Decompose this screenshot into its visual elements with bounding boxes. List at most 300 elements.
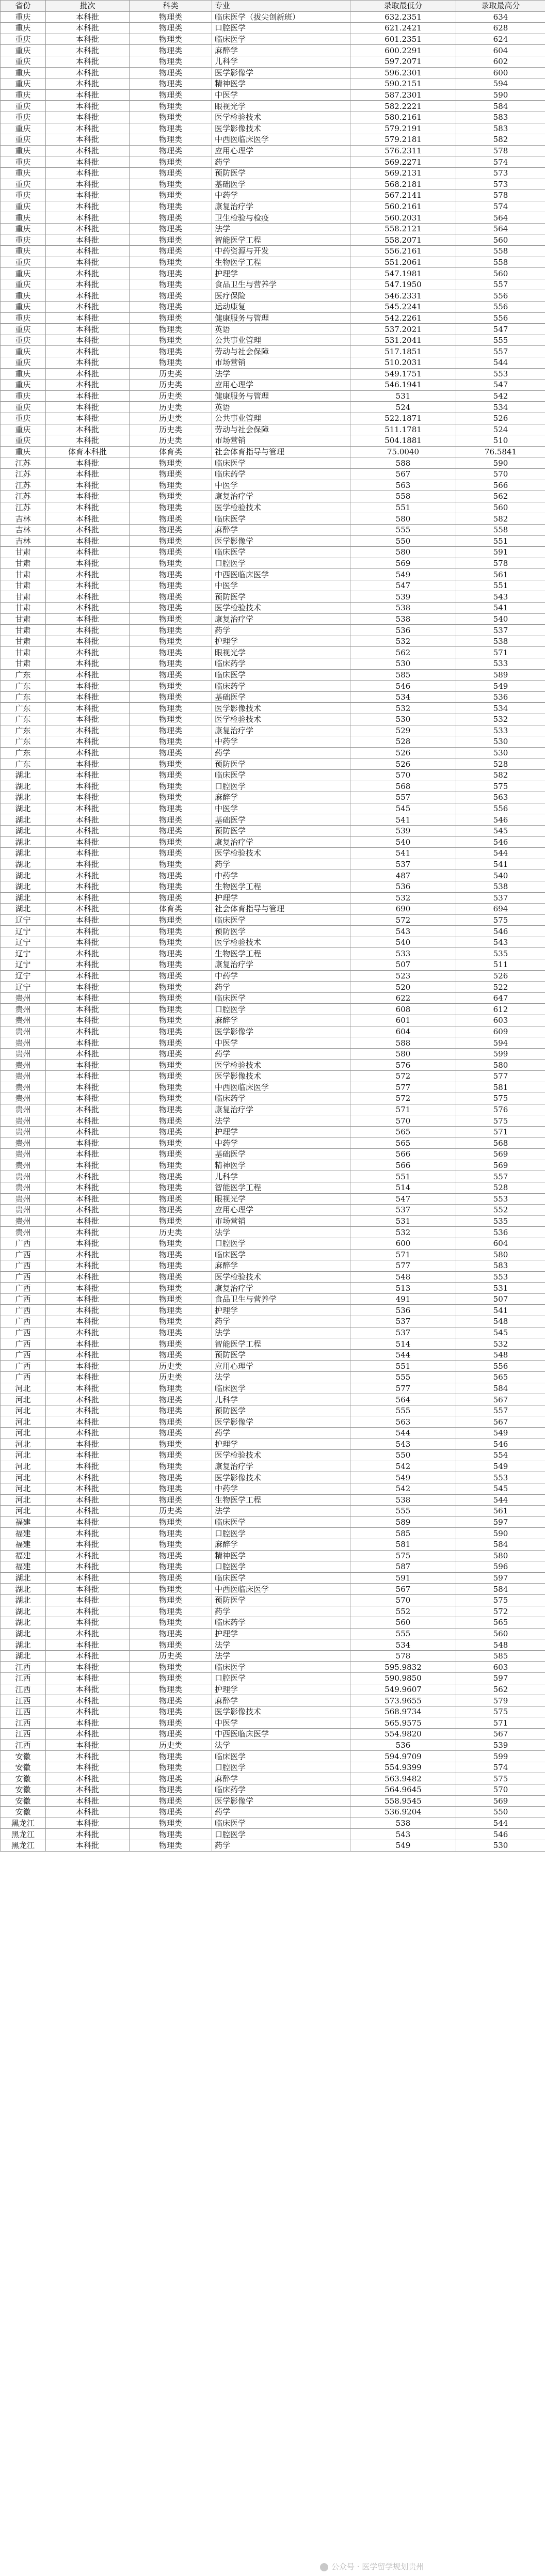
table-cell: 重庆 xyxy=(1,179,46,190)
table-cell: 546 xyxy=(456,1439,545,1450)
table-cell: 广西 xyxy=(1,1260,46,1272)
table-row xyxy=(1,825,545,836)
table-row xyxy=(1,1361,545,1372)
table-cell: 康复治疗学 xyxy=(212,1104,350,1115)
table-cell: 物理类 xyxy=(130,1762,212,1773)
table-cell: 579.2181 xyxy=(350,134,456,146)
table-cell: 湖北 xyxy=(1,848,46,859)
table-row xyxy=(1,1372,545,1383)
table-cell: 广西 xyxy=(1,1361,46,1372)
table-cell: 物理类 xyxy=(130,1684,212,1695)
table-cell: 药学 xyxy=(212,625,350,636)
table-row xyxy=(1,1584,545,1595)
table-cell: 广东 xyxy=(1,747,46,758)
table-cell: 物理类 xyxy=(130,703,212,714)
table-cell: 556 xyxy=(456,302,545,313)
table-cell: 578 xyxy=(350,1650,456,1662)
table-cell: 本科批 xyxy=(46,758,130,770)
table-cell: 本科批 xyxy=(46,1829,130,1840)
table-cell: 河北 xyxy=(1,1405,46,1416)
table-cell: 物理类 xyxy=(130,792,212,803)
table-cell: 口腔医学 xyxy=(212,23,350,34)
table-cell: 本科批 xyxy=(46,34,130,45)
table-cell: 贵州 xyxy=(1,1137,46,1149)
table-cell: 694 xyxy=(456,904,545,915)
table-cell: 临床医学 xyxy=(212,1662,350,1673)
table-cell: 568.2181 xyxy=(350,179,456,190)
table-cell: 广西 xyxy=(1,1238,46,1249)
table-row xyxy=(1,547,545,558)
table-cell: 物理类 xyxy=(130,825,212,836)
table-cell: 贵州 xyxy=(1,1227,46,1238)
table-cell: 生物医学工程 xyxy=(212,1494,350,1506)
table-cell: 本科批 xyxy=(46,167,130,179)
table-cell: 529 xyxy=(350,725,456,736)
table-cell: 物理类 xyxy=(130,179,212,190)
table-cell: 物理类 xyxy=(130,11,212,23)
table-cell: 550 xyxy=(350,535,456,547)
table-cell: 体育类 xyxy=(130,446,212,457)
table-cell: 中药学 xyxy=(212,1137,350,1149)
table-cell: 物理类 xyxy=(130,246,212,257)
table-cell: 食品卫生与营养学 xyxy=(212,279,350,290)
table-cell: 市场营销 xyxy=(212,435,350,447)
table-row xyxy=(1,413,545,424)
table-cell: 597 xyxy=(456,1516,545,1528)
table-cell: 551 xyxy=(456,580,545,591)
table-cell: 569.2131 xyxy=(350,167,456,179)
table-cell: 口腔医学 xyxy=(212,1004,350,1015)
table-cell: 555 xyxy=(350,524,456,535)
table-cell: 重庆 xyxy=(1,190,46,201)
table-cell: 口腔医学 xyxy=(212,1238,350,1249)
table-cell: 540 xyxy=(456,870,545,881)
table-row xyxy=(1,468,545,480)
table-cell: 物理类 xyxy=(130,1550,212,1561)
table-cell: 本科批 xyxy=(46,45,130,56)
table-cell: 贵州 xyxy=(1,1071,46,1082)
table-cell: 市场营销 xyxy=(212,357,350,369)
table-cell: 555 xyxy=(350,1506,456,1517)
table-cell: 本科批 xyxy=(46,312,130,324)
table-cell: 临床药学 xyxy=(212,468,350,480)
table-cell: 542 xyxy=(350,1483,456,1494)
table-cell: 530 xyxy=(350,714,456,725)
table-cell: 广东 xyxy=(1,681,46,692)
table-row xyxy=(1,769,545,781)
table-cell: 物理类 xyxy=(130,1160,212,1171)
table-cell: 物理类 xyxy=(130,836,212,848)
table-cell: 本科批 xyxy=(46,1740,130,1751)
table-cell: 本科批 xyxy=(46,223,130,234)
table-cell: 本科批 xyxy=(46,324,130,335)
table-cell: 570 xyxy=(350,1115,456,1127)
table-cell: 589 xyxy=(456,669,545,681)
table-cell: 康复治疗学 xyxy=(212,959,350,971)
table-cell: 本科批 xyxy=(46,926,130,937)
table-cell: 537 xyxy=(456,892,545,904)
table-cell: 597 xyxy=(456,1673,545,1684)
table-cell: 585 xyxy=(350,669,456,681)
table-row xyxy=(1,1037,545,1049)
table-cell: 贵州 xyxy=(1,1082,46,1093)
table-cell: 中医学 xyxy=(212,1717,350,1729)
table-cell: 597.2071 xyxy=(350,56,456,67)
table-cell: 本科批 xyxy=(46,279,130,290)
table-cell: 572 xyxy=(350,1071,456,1082)
table-cell: 物理类 xyxy=(130,257,212,268)
table-row xyxy=(1,937,545,948)
table-cell: 湖北 xyxy=(1,814,46,826)
table-cell: 预防医学 xyxy=(212,167,350,179)
table-cell: 物理类 xyxy=(130,89,212,101)
table-cell: 本科批 xyxy=(46,302,130,313)
table-cell: 临床药学 xyxy=(212,1093,350,1104)
table-cell: 583 xyxy=(456,1260,545,1272)
table-cell: 本科批 xyxy=(46,1729,130,1740)
table-cell: 护理学 xyxy=(212,1126,350,1137)
table-cell: 物理类 xyxy=(130,1383,212,1394)
table-cell: 539 xyxy=(350,591,456,603)
table-row xyxy=(1,67,545,78)
table-cell: 物理类 xyxy=(130,691,212,703)
table-cell: 物理类 xyxy=(130,1428,212,1439)
table-cell: 591 xyxy=(350,1572,456,1584)
table-cell: 物理类 xyxy=(130,937,212,948)
table-row xyxy=(1,1349,545,1361)
table-cell: 本科批 xyxy=(46,101,130,112)
table-cell: 物理类 xyxy=(130,881,212,892)
table-cell: 本科批 xyxy=(46,1283,130,1294)
table-cell: 历史类 xyxy=(130,1227,212,1238)
table-cell: 528 xyxy=(456,1182,545,1193)
table-cell: 临床医学 xyxy=(212,547,350,558)
table-row xyxy=(1,1751,545,1762)
table-cell: 537 xyxy=(456,625,545,636)
table-cell: 547.1981 xyxy=(350,268,456,279)
table-cell: 540 xyxy=(350,836,456,848)
table-cell: 重庆 xyxy=(1,78,46,90)
table-cell: 530 xyxy=(456,736,545,748)
table-row xyxy=(1,89,545,101)
table-cell: 547 xyxy=(456,380,545,391)
table-row xyxy=(1,1215,545,1227)
table-cell: 物理类 xyxy=(130,914,212,926)
table-cell: 556 xyxy=(456,1361,545,1372)
table-cell: 基础医学 xyxy=(212,814,350,826)
table-cell: 514 xyxy=(350,1182,456,1193)
table-cell: 重庆 xyxy=(1,279,46,290)
table-cell: 560 xyxy=(456,268,545,279)
table-row xyxy=(1,881,545,892)
table-cell: 物理类 xyxy=(130,1271,212,1283)
table-cell: 物理类 xyxy=(130,1594,212,1606)
table-cell: 江西 xyxy=(1,1684,46,1695)
table-cell: 532 xyxy=(456,1338,545,1350)
table-cell: 重庆 xyxy=(1,413,46,424)
table-cell: 本科批 xyxy=(46,1293,130,1305)
table-cell: 物理类 xyxy=(130,1729,212,1740)
table-row xyxy=(1,223,545,234)
table-cell: 儿科学 xyxy=(212,1171,350,1182)
table-cell: 康复治疗学 xyxy=(212,1461,350,1472)
table-cell: 本科批 xyxy=(46,1048,130,1060)
table-row xyxy=(1,1807,545,1818)
table-cell: 历史类 xyxy=(130,413,212,424)
table-cell: 江苏 xyxy=(1,457,46,469)
table-cell: 本科批 xyxy=(46,1383,130,1394)
table-cell: 571 xyxy=(350,1104,456,1115)
table-cell: 重庆 xyxy=(1,101,46,112)
table-cell: 541 xyxy=(350,848,456,859)
table-cell: 口腔医学 xyxy=(212,781,350,792)
table-cell: 湖北 xyxy=(1,825,46,836)
table-cell: 549 xyxy=(350,1472,456,1483)
table-cell: 572 xyxy=(456,1606,545,1617)
table-cell: 贵州 xyxy=(1,1160,46,1171)
table-cell: 本科批 xyxy=(46,201,130,212)
table-cell: 本科批 xyxy=(46,1706,130,1717)
table-cell: 536 xyxy=(350,1305,456,1316)
table-cell: 547.1950 xyxy=(350,279,456,290)
table-cell: 英语 xyxy=(212,324,350,335)
table-row xyxy=(1,1506,545,1517)
table-cell: 599 xyxy=(456,1751,545,1762)
table-cell: 重庆 xyxy=(1,123,46,134)
table-cell: 578 xyxy=(456,190,545,201)
table-cell: 582 xyxy=(456,134,545,146)
table-row xyxy=(1,535,545,547)
table-cell: 541 xyxy=(350,814,456,826)
table-cell: 604 xyxy=(456,1238,545,1249)
table-cell: 本科批 xyxy=(46,112,130,123)
table-cell: 物理类 xyxy=(130,502,212,513)
table-cell: 535 xyxy=(456,1215,545,1227)
table-cell: 辽宁 xyxy=(1,959,46,971)
table-cell: 物理类 xyxy=(130,1293,212,1305)
table-cell: 552 xyxy=(456,1205,545,1216)
table-row xyxy=(1,658,545,670)
table-cell: 物理类 xyxy=(130,982,212,993)
table-cell: 本科批 xyxy=(46,836,130,848)
table-cell: 549 xyxy=(350,1840,456,1851)
table-row xyxy=(1,736,545,748)
table-row xyxy=(1,569,545,580)
table-cell: 本科批 xyxy=(46,457,130,469)
table-cell: 520 xyxy=(350,982,456,993)
table-cell: 物理类 xyxy=(130,524,212,535)
table-cell: 物理类 xyxy=(130,814,212,826)
table-cell: 511 xyxy=(456,959,545,971)
table-row xyxy=(1,1115,545,1127)
table-cell: 运动康复 xyxy=(212,302,350,313)
table-cell: 护理学 xyxy=(212,892,350,904)
table-cell: 551 xyxy=(350,1361,456,1372)
table-row xyxy=(1,580,545,591)
table-cell: 物理类 xyxy=(130,1327,212,1338)
table-cell: 609 xyxy=(456,1026,545,1037)
table-cell: 本科批 xyxy=(46,1428,130,1439)
table-cell: 预防医学 xyxy=(212,758,350,770)
table-cell: 中药学 xyxy=(212,736,350,748)
table-cell: 本科批 xyxy=(46,1639,130,1651)
table-cell: 物理类 xyxy=(130,1394,212,1405)
table-cell: 本科批 xyxy=(46,603,130,614)
table-cell: 534 xyxy=(350,1639,456,1651)
table-cell: 本科批 xyxy=(46,1684,130,1695)
table-cell: 物理类 xyxy=(130,1751,212,1762)
table-cell: 本科批 xyxy=(46,1238,130,1249)
table-cell: 贵州 xyxy=(1,1004,46,1015)
table-cell: 物理类 xyxy=(130,302,212,313)
table-cell: 567 xyxy=(456,1394,545,1405)
table-cell: 物理类 xyxy=(130,569,212,580)
table-cell: 护理学 xyxy=(212,1305,350,1316)
table-cell: 560.2031 xyxy=(350,212,456,224)
table-cell: 中西医临床医学 xyxy=(212,1584,350,1595)
table-cell: 临床医学 xyxy=(212,513,350,525)
table-cell: 医学检验技术 xyxy=(212,1060,350,1071)
table-cell: 物理类 xyxy=(130,926,212,937)
table-cell: 本科批 xyxy=(46,580,130,591)
table-row xyxy=(1,11,545,23)
table-cell: 临床医学 xyxy=(212,1818,350,1829)
table-row xyxy=(1,636,545,647)
table-cell: 566 xyxy=(350,1149,456,1160)
table-cell: 物理类 xyxy=(130,201,212,212)
table-cell: 英语 xyxy=(212,402,350,413)
table-cell: 本科批 xyxy=(46,1338,130,1350)
table-cell: 624 xyxy=(456,34,545,45)
table-cell: 物理类 xyxy=(130,1048,212,1060)
table-row xyxy=(1,1293,545,1305)
table-cell: 药学 xyxy=(212,1428,350,1439)
table-cell: 573.9655 xyxy=(350,1695,456,1706)
table-row xyxy=(1,145,545,156)
table-cell: 544 xyxy=(456,1494,545,1506)
table-cell: 本科批 xyxy=(46,1249,130,1260)
table-cell: 526 xyxy=(456,413,545,424)
table-cell: 本科批 xyxy=(46,547,130,558)
table-row xyxy=(1,290,545,302)
table-cell: 广东 xyxy=(1,703,46,714)
table-cell: 568 xyxy=(456,1137,545,1149)
table-row xyxy=(1,368,545,380)
table-row xyxy=(1,1729,545,1740)
table-cell: 湖北 xyxy=(1,1606,46,1617)
column-header: 批次 xyxy=(46,1,130,12)
table-cell: 547 xyxy=(350,1193,456,1205)
table-cell: 物理类 xyxy=(130,78,212,90)
table-cell: 江西 xyxy=(1,1662,46,1673)
table-row xyxy=(1,1639,545,1651)
table-cell: 物理类 xyxy=(130,56,212,67)
table-cell: 563 xyxy=(456,792,545,803)
table-cell: 542 xyxy=(456,390,545,402)
table-row xyxy=(1,179,545,190)
table-cell: 广东 xyxy=(1,725,46,736)
table-cell: 物理类 xyxy=(130,324,212,335)
table-cell: 中药学 xyxy=(212,190,350,201)
table-cell: 广西 xyxy=(1,1305,46,1316)
table-cell: 602 xyxy=(456,56,545,67)
table-row xyxy=(1,45,545,56)
table-cell: 福建 xyxy=(1,1550,46,1561)
table-cell: 569 xyxy=(456,1795,545,1807)
table-cell: 本科批 xyxy=(46,725,130,736)
table-cell: 621.2421 xyxy=(350,23,456,34)
table-row xyxy=(1,1773,545,1784)
table-cell: 565 xyxy=(456,1372,545,1383)
table-cell: 物理类 xyxy=(130,758,212,770)
table-cell: 临床医学 xyxy=(212,914,350,926)
table-cell: 历史类 xyxy=(130,390,212,402)
table-cell: 本科批 xyxy=(46,1550,130,1561)
table-cell: 563.9482 xyxy=(350,1773,456,1784)
table-cell: 567 xyxy=(456,1729,545,1740)
table-cell: 临床药学 xyxy=(212,1617,350,1629)
table-cell: 生物医学工程 xyxy=(212,948,350,959)
table-cell: 本科批 xyxy=(46,1617,130,1629)
table-row xyxy=(1,1516,545,1528)
table-cell: 广东 xyxy=(1,758,46,770)
table-cell: 本科批 xyxy=(46,848,130,859)
table-row xyxy=(1,1818,545,1829)
table-cell: 中西医临床医学 xyxy=(212,134,350,146)
table-cell: 贵州 xyxy=(1,1171,46,1182)
table-cell: 542.2261 xyxy=(350,312,456,324)
table-cell: 甘肃 xyxy=(1,658,46,670)
table-cell: 578 xyxy=(456,558,545,569)
table-cell: 临床医学 xyxy=(212,669,350,681)
table-cell: 557 xyxy=(456,1171,545,1182)
table-cell: 本科批 xyxy=(46,246,130,257)
table-row xyxy=(1,1283,545,1294)
table-cell: 物理类 xyxy=(130,1071,212,1082)
table-cell: 物理类 xyxy=(130,1305,212,1316)
table-cell: 526 xyxy=(350,747,456,758)
table-cell: 本科批 xyxy=(46,558,130,569)
table-cell: 本科批 xyxy=(46,480,130,491)
table-cell: 562 xyxy=(350,647,456,658)
table-cell: 湖北 xyxy=(1,803,46,814)
table-cell: 584 xyxy=(456,101,545,112)
table-cell: 553 xyxy=(456,1472,545,1483)
table-cell: 本科批 xyxy=(46,134,130,146)
table-cell: 护理学 xyxy=(212,268,350,279)
table-cell: 物理类 xyxy=(130,1215,212,1227)
table-cell: 530 xyxy=(456,1840,545,1851)
table-cell: 561 xyxy=(456,569,545,580)
table-cell: 本科批 xyxy=(46,257,130,268)
table-cell: 582.2221 xyxy=(350,101,456,112)
table-cell: 本科批 xyxy=(46,335,130,346)
table-cell: 538 xyxy=(456,636,545,647)
table-cell: 本科批 xyxy=(46,1182,130,1193)
table-cell: 预防医学 xyxy=(212,591,350,603)
table-cell: 甘肃 xyxy=(1,625,46,636)
table-cell: 历史类 xyxy=(130,1372,212,1383)
table-row xyxy=(1,603,545,614)
table-cell: 539 xyxy=(350,825,456,836)
table-cell: 569.2271 xyxy=(350,156,456,168)
table-cell: 本科批 xyxy=(46,1193,130,1205)
table-cell: 医学影像技术 xyxy=(212,123,350,134)
table-cell: 553 xyxy=(456,1193,545,1205)
table-cell: 贵州 xyxy=(1,1015,46,1026)
table-cell: 533 xyxy=(456,658,545,670)
table-cell: 本科批 xyxy=(46,1662,130,1673)
